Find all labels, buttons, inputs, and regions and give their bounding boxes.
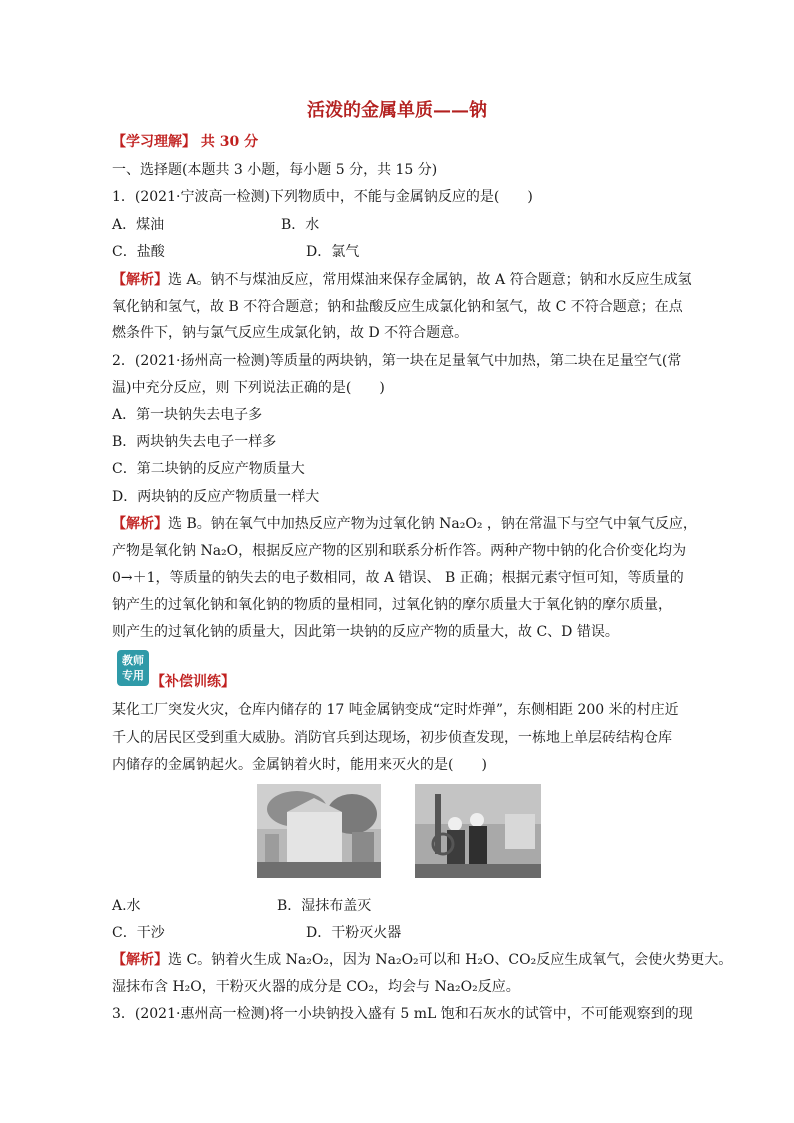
q1-analysis-line-2: 氧化钠和氢气，故 B 不符合题意；钠和盐酸反应生成氯化钠和氢气，故 C 不符合题意；在点 [112, 299, 683, 315]
bq-analysis-line-2: 湿抹布含 H₂O，干粉灭火器的成分是 CO₂，均会与 Na₂O₂反应。 [112, 979, 520, 995]
section-score: 共 30 分 [196, 134, 259, 150]
q1-analysis-line-3: 燃条件下，钠与氯气反应生成氯化钠，故 D 不符合题意。 [112, 325, 469, 341]
q2-analysis-text: 选 B。钠在氧气中加热反应产物为过氧化钠 Na₂O₂ ，钠在常温下与空气中氧气反应， [168, 516, 697, 532]
bq-stem-line-2: 千人的居民区受到重大威胁。消防官兵到达现场，初步侦查发现，一栋地上单层砖结构仓库 [112, 730, 672, 746]
q2-option-b: B．两块钠失去电子一样多 [112, 434, 277, 450]
bq-analysis-line-1 [112, 950, 733, 970]
q2-analysis-line-5: 则产生的过氧化钠的质量大，因此第一块钠的反应产物的质量大，故 C、D 错误。 [112, 624, 619, 640]
bq-option-b: B．湿抹布盖灭 [277, 898, 372, 914]
q2-stem-line-2: 温)中充分反应，则 下列说法正确的是( ) [112, 380, 385, 396]
q1-option-a: A．煤油 [112, 217, 165, 233]
part-heading: 一、选择题(本题共 3 小题，每小题 5 分，共 15 分) [112, 162, 438, 178]
q1-option-c: C．盐酸 [112, 244, 165, 260]
q2-analysis-line-2: 产物是氧化钠 Na₂O，根据反应产物的区别和联系分析作答。两种产物中钠的化合价变化均为 [112, 543, 687, 559]
analysis-tag: 【解析】 [112, 516, 168, 532]
bq-analysis-text: 选 C。钠着火生成 Na₂O₂，因为 Na₂O₂可以和 H₂O、CO₂反应生成氧气，会使火势更大。 [168, 952, 733, 968]
q1-option-b: B．水 [281, 217, 320, 233]
badge-text-2: 专用 [122, 669, 144, 682]
q2-analysis-line-4: 钠产生的过氧化钠和氧化钠的物质的量相同，过氧化钠的摩尔质量大于氧化钠的摩尔质量， [112, 597, 672, 613]
bq-stem-line-1: 某化工厂突发火灾，仓库内储存的 17 吨金属钠变成“定时炸弹”，东侧相距 200 米的村庄近 [112, 702, 679, 718]
q3-stem-line-1: 3．(2021·惠州高一检测)将一小块钠投入盛有 5 mL 饱和石灰水的试管中，不可能观察到的现 [112, 1006, 693, 1022]
q1-analysis-line-1 [112, 270, 692, 290]
q2-option-c: C．第二块钠的反应产物质量大 [112, 461, 305, 477]
badge-text-1: 教师 [122, 654, 144, 667]
compensation-training-tag: 【补偿训练】 [151, 674, 235, 690]
section-heading [112, 132, 687, 152]
bq-option-c: C．干沙 [112, 925, 165, 941]
firefighters-photo [415, 784, 541, 878]
q2-analysis-line-3: 0→＋1，等质量的钠失去的电子数相同，故 A 错误、 B 正确；根据元素守恒可知，等质量的 [112, 570, 684, 586]
q2-option-d: D．两块钠的反应产物质量一样大 [112, 489, 320, 505]
bq-option-d: D．干粉灭火器 [306, 925, 402, 941]
bq-stem-line-3: 内储存的金属钠起火。金属钠着火时，能用来灭火的是( ) [112, 757, 487, 773]
q1-analysis-text: 选 A。钠不与煤油反应，常用煤油来保存金属钠，故 A 符合题意；钠和水反应生成氢 [168, 272, 692, 288]
q2-analysis-line-1 [112, 514, 697, 534]
fire-warehouse-photo [257, 784, 381, 878]
page-title: 活泼的金属单质——钠 [307, 100, 487, 121]
q2-option-a: A．第一块钠失去电子多 [112, 407, 263, 423]
q2-stem-line-1: 2．(2021·扬州高一检测)等质量的两块钠，第一块在足量氧气中加热，第二块在足量空气(常 [112, 353, 682, 369]
bq-option-a: A.水 [112, 898, 141, 914]
teacher-only-badge [117, 650, 149, 686]
q1-stem: 1．(2021·宁波高一检测)下列物质中，不能与金属钠反应的是( ) [112, 189, 533, 205]
analysis-tag: 【解析】 [112, 272, 168, 288]
section-bracket: 【学习理解】 [112, 134, 196, 150]
analysis-tag: 【解析】 [112, 952, 168, 968]
q1-option-d: D．氯气 [306, 244, 360, 260]
